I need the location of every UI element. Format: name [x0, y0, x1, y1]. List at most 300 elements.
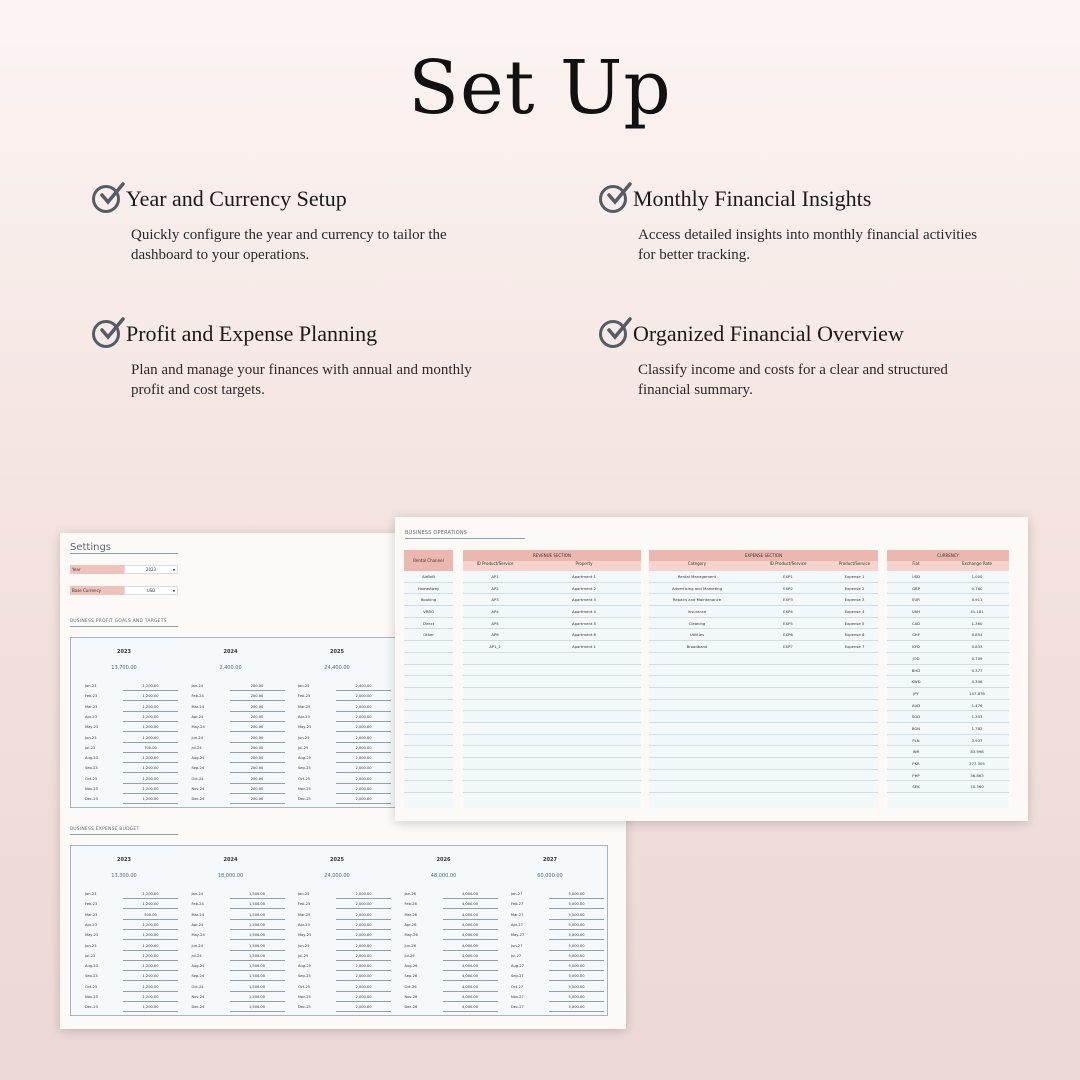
month-row — [178, 899, 284, 909]
month-value-input[interactable]: 2,000.00 — [336, 995, 391, 1002]
month-value-input[interactable]: 5,000.00 — [549, 995, 604, 1002]
table-cell[interactable]: 0.306 — [971, 679, 983, 685]
table-cell[interactable]: SGD — [911, 714, 921, 720]
rental-channel-cell[interactable]: VRBO — [423, 609, 434, 615]
table-cell[interactable]: Utilities — [689, 632, 705, 638]
table-row — [649, 571, 878, 583]
month-label: Apr-23 — [85, 714, 97, 719]
table-row — [649, 618, 878, 630]
table-row — [649, 606, 878, 618]
month-value-input[interactable]: 200.00 — [230, 756, 285, 763]
feature-profit-expense — [92, 320, 472, 400]
month-value-input[interactable]: 700.00 — [123, 746, 178, 753]
empty-row — [404, 758, 453, 770]
table-cell[interactable]: AP1_2 — [489, 644, 501, 650]
rental-channel-table — [404, 550, 453, 808]
month-label: Jun-23 — [85, 943, 97, 948]
year-select[interactable]: 2023 ▼ — [124, 565, 178, 574]
month-label: Nov-25 — [298, 787, 311, 791]
empty-row — [649, 665, 878, 677]
table-cell[interactable]: Apartment 1 — [572, 574, 596, 579]
month-value-input[interactable]: 2,000.00 — [336, 974, 391, 981]
month-row — [178, 722, 284, 732]
month-value-input[interactable]: 1,200.00 — [123, 694, 178, 701]
table-cell[interactable]: EXP3 — [783, 597, 793, 603]
table-cell[interactable]: EXP6 — [783, 632, 793, 638]
table-cell[interactable]: INR — [912, 749, 920, 755]
table-cell[interactable]: Expense 4 — [844, 609, 865, 615]
month-value-input[interactable]: 1,200.00 — [123, 705, 178, 712]
table-cell[interactable]: 0.709 — [971, 655, 983, 661]
table-row — [463, 583, 641, 595]
empty-row — [463, 781, 641, 793]
month-label: Feb-24 — [191, 902, 204, 907]
rental-channel-cell[interactable]: Booking — [420, 597, 437, 603]
table-cell[interactable]: Apartment 6 — [572, 632, 596, 638]
revenue-header: REVENUE SECTION — [463, 550, 641, 561]
month-label: Apr-27 — [511, 922, 523, 927]
month-value-input[interactable]: 1,200.00 — [123, 923, 178, 930]
month-label: Oct-23 — [85, 776, 98, 781]
currency-table — [887, 550, 1009, 808]
month-value-input[interactable]: 1,500.00 — [230, 923, 285, 930]
feature-description: Plan and manage your finances with annual and monthly profit and cost targets. — [131, 362, 472, 398]
month-value-input[interactable]: 200.00 — [230, 787, 285, 794]
month-label: Feb-25 — [298, 694, 311, 699]
table-cell[interactable]: EXP4 — [783, 609, 793, 615]
month-value-input[interactable]: 1,500.00 — [230, 892, 285, 899]
month-value-input[interactable]: 1,500.00 — [230, 995, 285, 1002]
table-cell[interactable]: EXP2 — [783, 585, 793, 591]
table-cell[interactable]: EUR — [912, 597, 920, 603]
table-cell[interactable]: Expense 3 — [844, 597, 865, 603]
month-row — [284, 691, 390, 701]
month-value-input[interactable]: 2,000.00 — [336, 902, 391, 909]
feature-description: Quickly configure the year and currency to tailor the dashboard to your operations. — [131, 227, 447, 263]
table-cell[interactable]: USD — [911, 574, 921, 579]
month-row — [391, 910, 497, 920]
month-value-input[interactable]: 4,000.00 — [443, 923, 498, 930]
month-label: Aug-23 — [85, 756, 98, 761]
month-value-input[interactable]: 1,200.00 — [123, 777, 178, 784]
month-label: Jan-24 — [191, 892, 203, 896]
month-value-input[interactable]: 2,000.00 — [336, 964, 391, 971]
month-row — [178, 702, 284, 712]
month-row — [71, 681, 177, 691]
month-value-input[interactable]: 4,000.00 — [443, 892, 498, 899]
month-row — [284, 763, 390, 773]
table-row — [887, 571, 1009, 583]
month-row — [284, 971, 390, 981]
page-title: Set Up — [408, 45, 672, 131]
table-row — [887, 629, 1009, 641]
month-value-input[interactable]: 5,000.00 — [549, 964, 604, 971]
year-column — [71, 846, 177, 1015]
month-label: May-27 — [511, 933, 525, 938]
month-value-input[interactable]: 4,000.00 — [443, 944, 498, 951]
table-row — [887, 781, 1009, 793]
table-cell[interactable]: Apartment 1 — [572, 644, 596, 650]
month-value-input[interactable]: 4,000.00 — [443, 933, 498, 940]
month-label: Aug-26 — [404, 964, 418, 969]
month-label: Dec-26 — [404, 1005, 418, 1010]
empty-row — [649, 723, 878, 735]
table-cell[interactable]: 1.360 — [971, 620, 983, 626]
month-value-input[interactable]: 1,500.00 — [230, 902, 285, 909]
table-cell[interactable]: KWD — [911, 679, 921, 685]
empty-row — [404, 723, 453, 735]
month-row — [391, 930, 497, 940]
month-row — [178, 712, 284, 722]
table-cell[interactable]: Apartment 2 — [572, 585, 596, 591]
rental-channel-header: Rental Channel — [404, 550, 453, 571]
table-cell[interactable]: JOD — [912, 655, 920, 661]
table-row — [887, 665, 1009, 677]
month-value-input[interactable]: 1,200.00 — [123, 985, 178, 992]
table-cell[interactable]: 0.833 — [971, 644, 983, 650]
check-circle-icon — [599, 320, 627, 348]
rental-channel-cell[interactable]: HomeAway — [417, 585, 440, 591]
month-label: Aug-27 — [511, 964, 524, 969]
table-cell[interactable]: 1.782 — [971, 725, 983, 731]
empty-row — [404, 711, 453, 723]
currency-select[interactable]: USD ▼ — [124, 586, 178, 595]
table-cell[interactable]: AP2 — [491, 585, 499, 591]
month-value-input[interactable]: 2,000.00 — [336, 944, 391, 951]
table-cell[interactable]: EXP7 — [783, 644, 793, 650]
month-value-input[interactable]: 4,000.00 — [443, 985, 498, 992]
month-value-input[interactable]: 5,000.00 — [549, 933, 604, 940]
month-label: Sep-26 — [404, 974, 418, 979]
month-row — [391, 941, 497, 951]
feature-organized-overview — [599, 320, 979, 400]
table-cell[interactable]: PHP — [912, 772, 920, 778]
month-label: Jan-23 — [85, 684, 97, 688]
table-cell[interactable]: BHD — [911, 667, 921, 673]
month-value-input[interactable]: 5,000.00 — [549, 913, 604, 920]
table-cell[interactable]: AUD — [911, 702, 921, 708]
empty-row — [463, 711, 641, 723]
month-value-input[interactable]: 2,400.00 — [336, 684, 391, 691]
table-row — [463, 606, 641, 618]
month-label: Aug-23 — [85, 964, 98, 969]
month-value-input[interactable]: 1,500.00 — [230, 974, 285, 981]
month-value-input[interactable]: 1,500.00 — [230, 913, 285, 920]
month-label: May-24 — [191, 933, 205, 938]
year-label: 2024 — [223, 857, 238, 863]
month-row — [71, 889, 177, 899]
month-value-input[interactable]: 200.00 — [230, 746, 285, 753]
month-value-input[interactable]: 1,200.00 — [123, 995, 178, 1002]
month-value-input[interactable]: 1,500.00 — [230, 1005, 285, 1012]
month-row — [178, 992, 284, 1002]
month-value-input[interactable]: 2,000.00 — [336, 787, 391, 794]
month-label: Mar-24 — [191, 912, 204, 917]
table-cell[interactable]: 1.000 — [971, 574, 983, 579]
month-row — [284, 920, 390, 930]
month-value-input[interactable]: 5,000.00 — [549, 1005, 604, 1012]
rental-channel-cell[interactable]: AirBnB — [422, 574, 435, 579]
month-value-input[interactable]: 200.00 — [230, 715, 285, 722]
month-row — [71, 774, 177, 784]
month-value-input[interactable]: 5,000.00 — [549, 974, 604, 981]
table-cell[interactable]: UAH — [911, 609, 921, 615]
table-row — [649, 641, 878, 653]
month-value-input[interactable]: 1,500.00 — [230, 964, 285, 971]
column-header: Property — [575, 561, 593, 566]
month-value-input[interactable]: 1,200.00 — [123, 756, 178, 763]
month-label: Jul-25 — [298, 745, 309, 750]
month-value-input[interactable]: 1,200.00 — [123, 766, 178, 773]
month-value-input[interactable]: 5,000.00 — [549, 985, 604, 992]
table-cell[interactable]: 0.760 — [971, 585, 983, 591]
table-cell[interactable]: SEK — [912, 784, 920, 790]
month-value-input[interactable]: 1,200.00 — [123, 725, 178, 732]
table-row — [404, 571, 453, 583]
month-value-input[interactable]: 4,000.00 — [443, 1005, 498, 1012]
month-value-input[interactable]: 2,000.00 — [336, 1005, 391, 1012]
table-cell[interactable]: Expense 1 — [844, 574, 865, 579]
month-value-input[interactable]: 2,000.00 — [336, 705, 391, 712]
month-value-input[interactable]: 2,000.00 — [336, 913, 391, 920]
table-cell[interactable]: BGN — [911, 725, 921, 731]
month-value-input[interactable]: 1,200.00 — [123, 954, 178, 961]
month-row — [71, 763, 177, 773]
table-cell[interactable]: Repairs and Maintenance — [672, 597, 722, 603]
month-row — [284, 702, 390, 712]
table-cell[interactable]: CHF — [912, 632, 920, 638]
table-cell[interactable]: Advertising and Marketing — [672, 585, 722, 591]
month-value-input[interactable]: 2,000.00 — [336, 715, 391, 722]
month-value-input[interactable]: 4,000.00 — [443, 913, 498, 920]
empty-row — [463, 735, 641, 747]
table-cell[interactable]: AP5 — [491, 620, 499, 626]
month-value-input[interactable]: 200.00 — [230, 777, 285, 784]
column-header: Exchange Rate — [962, 561, 992, 566]
month-value-input[interactable]: 5,000.00 — [549, 892, 604, 899]
table-cell[interactable]: Expense 6 — [844, 632, 865, 638]
feature-heading: Year and Currency Setup — [126, 186, 347, 211]
table-cell[interactable]: JPY — [913, 690, 919, 696]
empty-row — [649, 653, 878, 665]
month-value-input[interactable]: 1,200.00 — [123, 797, 178, 804]
month-label: May-24 — [191, 725, 205, 730]
month-value-input[interactable]: 4,000.00 — [443, 995, 498, 1002]
check-circle-icon — [92, 185, 120, 213]
table-cell[interactable]: 83.998 — [970, 749, 984, 755]
month-value-input[interactable]: 2,000.00 — [336, 725, 391, 732]
month-value-input[interactable]: 5,000.00 — [549, 944, 604, 951]
month-row — [497, 930, 603, 940]
table-cell[interactable]: Apartment 5 — [572, 620, 596, 626]
column-header: Fiat — [912, 561, 920, 566]
table-cell[interactable]: GBP — [912, 585, 920, 591]
table-row — [463, 594, 641, 606]
table-row — [463, 618, 641, 630]
month-label: Dec-24 — [191, 797, 205, 802]
month-value-input[interactable]: 1,200.00 — [123, 715, 178, 722]
table-cell[interactable]: AP6 — [491, 632, 499, 638]
empty-row — [404, 700, 453, 712]
month-value-input[interactable]: 200.00 — [230, 766, 285, 773]
table-cell[interactable]: AP3 — [491, 597, 499, 603]
table-cell[interactable]: AP4 — [491, 609, 499, 615]
month-value-input[interactable]: 1,200.00 — [123, 736, 178, 743]
month-value-input[interactable]: 200.00 — [230, 725, 285, 732]
month-value-input[interactable]: 1,500.00 — [230, 933, 285, 940]
month-row — [284, 899, 390, 909]
month-value-input[interactable]: 2,000.00 — [336, 892, 391, 899]
table-cell[interactable]: Expense 2 — [844, 585, 865, 591]
month-value-input[interactable]: 4,000.00 — [443, 954, 498, 961]
year-total: 2,400.00 — [219, 665, 242, 671]
month-value-input[interactable]: 500.00 — [123, 913, 178, 920]
month-value-input[interactable]: 2,000.00 — [336, 954, 391, 961]
empty-row — [404, 746, 453, 758]
currency-setting — [70, 586, 178, 595]
month-value-input[interactable]: 200.00 — [230, 705, 285, 712]
month-value-input[interactable]: 1,200.00 — [123, 944, 178, 951]
month-value-input[interactable]: 1,500.00 — [230, 954, 285, 961]
month-label: Jan-26 — [404, 892, 416, 896]
month-label: Jun-27 — [511, 943, 523, 948]
month-label: Nov-23 — [85, 995, 98, 999]
table-cell[interactable]: 10.360 — [970, 784, 984, 790]
table-cell[interactable]: Expense 7 — [844, 644, 865, 650]
month-label: Apr-23 — [85, 922, 97, 927]
table-cell[interactable]: 0.911 — [971, 597, 983, 603]
month-label: Nov-27 — [511, 995, 524, 999]
month-value-input[interactable]: 5,000.00 — [549, 902, 604, 909]
month-value-input[interactable]: 4,000.00 — [443, 964, 498, 971]
month-value-input[interactable]: 2,000.00 — [336, 736, 391, 743]
month-row — [71, 961, 177, 971]
table-cell[interactable]: CAD — [911, 620, 921, 626]
column-header: ID Product/Service — [476, 561, 514, 566]
rental-channel-cell[interactable]: Other — [423, 632, 434, 638]
month-value-input[interactable]: 200.00 — [230, 736, 285, 743]
rental-channel-cell[interactable]: Direct — [422, 620, 435, 626]
month-value-input[interactable]: 1,200.00 — [123, 933, 178, 940]
month-label: Dec-24 — [191, 1005, 205, 1010]
expense-budget-title: BUSINESS EXPENSE BUDGET — [70, 827, 140, 832]
month-row — [178, 971, 284, 981]
year-column — [284, 846, 390, 1015]
table-cell[interactable]: 3.937 — [971, 737, 983, 743]
month-value-input[interactable]: 200.00 — [230, 684, 285, 691]
month-value-input[interactable]: 1,500.00 — [230, 985, 285, 992]
month-label: Nov-25 — [298, 995, 311, 999]
month-label: Mar-23 — [85, 912, 98, 917]
table-cell[interactable]: 1.353 — [971, 714, 983, 720]
month-row — [71, 702, 177, 712]
table-cell[interactable]: PKR — [912, 761, 920, 766]
month-value-input[interactable]: 2,000.00 — [336, 746, 391, 753]
feature-description: Access detailed insights into monthly financial activities for better tracking. — [638, 227, 978, 263]
empty-row — [649, 746, 878, 758]
month-value-input[interactable]: 1,200.00 — [123, 787, 178, 794]
month-value-input[interactable]: 1,200.00 — [123, 892, 178, 899]
table-cell[interactable]: 277.305 — [969, 761, 985, 766]
table-cell[interactable]: Broadband — [686, 644, 708, 650]
table-cell[interactable]: Apartment 3 — [572, 597, 596, 603]
month-value-input[interactable]: 2,000.00 — [336, 766, 391, 773]
table-cell[interactable]: Expense 5 — [844, 620, 865, 626]
table-cell[interactable]: Rental Management — [677, 574, 717, 579]
month-value-input[interactable]: 4,000.00 — [443, 902, 498, 909]
table-cell[interactable]: EXP5 — [783, 620, 793, 626]
month-label: Oct-24 — [191, 776, 204, 781]
year-label: 2027 — [543, 857, 557, 863]
month-value-input[interactable]: 2,000.00 — [336, 777, 391, 784]
check-circle-icon — [92, 320, 120, 348]
table-cell[interactable]: 0.377 — [971, 667, 983, 673]
month-row — [284, 722, 390, 732]
table-cell[interactable]: 41.181 — [970, 609, 984, 615]
month-value-input[interactable]: 1,500.00 — [230, 944, 285, 951]
table-cell[interactable]: Cleaning — [688, 620, 706, 626]
table-row — [887, 618, 1009, 630]
empty-row — [649, 781, 878, 793]
month-label: Feb-26 — [404, 902, 417, 907]
month-row — [178, 753, 284, 763]
month-value-input[interactable]: 2,000.00 — [336, 985, 391, 992]
month-row — [497, 920, 603, 930]
table-cell[interactable]: Insurance — [687, 609, 707, 615]
month-row — [391, 951, 497, 961]
month-value-input[interactable]: 1,200.00 — [123, 902, 178, 909]
month-row — [178, 1002, 284, 1012]
month-row — [391, 899, 497, 909]
month-value-input[interactable]: 200.00 — [230, 797, 285, 804]
month-value-input[interactable]: 200.00 — [230, 694, 285, 701]
month-value-input[interactable]: 1,200.00 — [123, 1005, 178, 1012]
table-cell[interactable]: 1.476 — [971, 702, 983, 708]
month-label: Jul-24 — [191, 953, 202, 958]
month-label: Sep-23 — [85, 766, 98, 771]
month-value-input[interactable]: 1,200.00 — [123, 684, 178, 691]
table-cell[interactable]: EXP1 — [783, 574, 793, 579]
table-cell[interactable]: PLN — [912, 737, 920, 743]
month-label: Oct-23 — [85, 984, 98, 989]
month-value-input[interactable]: 5,000.00 — [549, 954, 604, 961]
month-value-input[interactable]: 2,000.00 — [336, 694, 391, 701]
month-value-input[interactable]: 2,000.00 — [336, 923, 391, 930]
month-value-input[interactable]: 2,000.00 — [336, 933, 391, 940]
month-row — [284, 784, 390, 794]
feature-monthly-insights — [599, 185, 979, 265]
month-value-input[interactable]: 5,000.00 — [549, 923, 604, 930]
settings-title: Settings — [70, 542, 112, 553]
table-cell[interactable]: 56.863 — [970, 772, 984, 778]
year-column — [391, 846, 497, 1015]
month-value-input[interactable]: 2,000.00 — [336, 797, 391, 804]
table-cell[interactable]: KYD — [912, 644, 920, 650]
month-value-input[interactable]: 1,200.00 — [123, 964, 178, 971]
month-value-input[interactable]: 2,000.00 — [336, 756, 391, 763]
table-cell[interactable]: 147.876 — [969, 690, 985, 696]
month-row — [284, 951, 390, 961]
table-cell[interactable]: Apartment 4 — [572, 609, 596, 615]
month-row — [284, 982, 390, 992]
month-value-input[interactable]: 1,200.00 — [123, 974, 178, 981]
table-cell[interactable]: 0.854 — [971, 632, 983, 638]
table-cell[interactable]: AP1 — [491, 574, 499, 579]
month-label: Mar-25 — [298, 704, 311, 709]
table-row — [887, 700, 1009, 712]
month-label: Mar-23 — [85, 704, 98, 709]
month-value-input[interactable]: 4,000.00 — [443, 974, 498, 981]
